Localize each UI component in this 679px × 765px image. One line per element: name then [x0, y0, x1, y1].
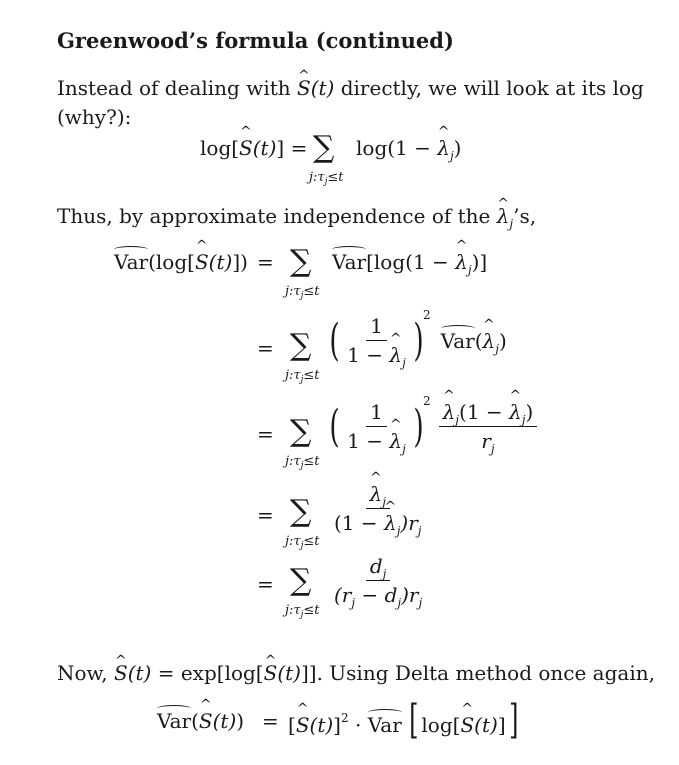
frac-4-den: (1 − ^ $\lambda_j)r_j$ [330, 509, 426, 535]
now-text-a: Now, [57, 661, 108, 685]
final-rhs-close: ] [333, 712, 341, 737]
frac-3a-num: 1 [366, 400, 387, 427]
final-sq: 2 [340, 710, 349, 725]
eq1-rhs-close: ) [453, 136, 462, 160]
deriv-lhs-t: (t) [208, 250, 233, 274]
deriv-lhs [114, 250, 248, 274]
final-lhs-close: ) [236, 709, 245, 733]
thus-text-a: Thus, by approximate independence of the [57, 204, 491, 228]
eq1-lambda-sub: j [449, 149, 454, 163]
var-hat-word-1: Var [332, 250, 367, 274]
equation-log-s [200, 136, 307, 160]
frac-2-num: 1 [366, 314, 387, 341]
eq1-rhs-text: log(1 − [356, 136, 438, 160]
eq-sign-3: = [257, 422, 274, 446]
final-lhs [157, 709, 244, 733]
now-s-hat: ^ S [114, 659, 128, 688]
intro-text-b: directly, we will look at its log [340, 76, 644, 100]
eq-sign-4: = [257, 503, 274, 527]
thus-lambda-sub: j [509, 217, 514, 231]
t-arg: (t) [310, 76, 335, 100]
final-eq-sign: = [262, 709, 279, 733]
var-hat-word: Var [114, 250, 149, 274]
final-log-expr: log[^ S(t)] [421, 704, 505, 737]
intro-line-1 [57, 74, 644, 103]
deriv-line3-rhs [326, 393, 537, 456]
final-s-hat: ^ S [199, 709, 213, 733]
page-title: Greenwood’s formula (continued) [57, 28, 454, 53]
frac-3a-den: 1 − ^ $\lambda_j$ [343, 427, 410, 453]
eq-sign-5: = [257, 572, 274, 596]
final-dot: · [348, 712, 368, 737]
now-t: (t) [127, 661, 152, 685]
final-lhs-open: ( [191, 709, 199, 733]
sum-index-1: $j:\tau_j\le t$ [285, 284, 320, 301]
s-hat-symbol: ^ S [297, 74, 311, 103]
sum-index-3: $j:\tau_j\le t$ [285, 454, 320, 471]
deriv-line4-rhs [330, 482, 426, 538]
eq1-s-hat: ^ S [239, 136, 253, 160]
sum-sign-5: ∑ [290, 563, 312, 598]
frac-5-num: $d_j$ [366, 554, 391, 581]
sum-sign-2: ∑ [290, 328, 312, 363]
line1-pre: [log(1 − [366, 250, 456, 274]
line1-lambda: ^ λ [455, 250, 468, 274]
frac-4 [330, 482, 426, 538]
frac-5-den: $(r_j - d_j)r_j$ [334, 583, 423, 610]
final-rhs-open: [ [288, 712, 296, 737]
eq1-lhs-pre: log[ [200, 136, 240, 160]
deriv-line5-rhs [330, 554, 426, 610]
frac-2-den: 1 − ^ $\lambda_j$ [343, 341, 410, 367]
final-rhs [288, 697, 521, 743]
intro-text-a: Instead of dealing with [57, 76, 291, 100]
frac-3b [439, 400, 538, 456]
final-big-rbracket: ] [508, 697, 519, 743]
rparen-2: ) [413, 314, 424, 366]
eq1-lhs-post: ] = [276, 136, 308, 160]
eq-sign-2: = [257, 336, 274, 360]
line1-post: )] [471, 250, 488, 274]
sum-index-4: $j:\tau_j\le t$ [285, 534, 320, 551]
intro-line-2: (why?): [57, 105, 132, 129]
frac-5 [330, 554, 426, 610]
sum-sign-1: ∑ [290, 244, 312, 279]
frac-2 [343, 314, 410, 370]
now-s-hat-2: ^ S [264, 659, 278, 688]
deriv-lhs-post: ]) [232, 250, 248, 274]
frac-3b-num: ^ $\lambda_j(1$ − ^ $\lambda_j$) [439, 400, 538, 427]
eq1-t: (t) [252, 136, 277, 160]
thus-text-b: ’s, [513, 204, 537, 228]
var-lambda-2: Var(^ $\lambda_j$) [441, 329, 507, 353]
final-rhs-t: (t) [309, 712, 334, 737]
deriv-lhs-s: ^ S [195, 250, 209, 274]
lparen-3: ( [329, 400, 340, 452]
line1-lambda-sub: j [467, 263, 472, 277]
exp-2: 2 [422, 307, 431, 322]
exp-3: 2 [422, 393, 431, 408]
now-line [57, 659, 655, 688]
now-t-2: (t) [277, 661, 301, 685]
now-text-c: ]]. Using Delta method once again, [300, 661, 655, 685]
eq-sign-1: = [257, 250, 274, 274]
lparen-2: ( [329, 314, 340, 366]
final-big-lbracket: [ [408, 697, 419, 743]
now-text-b: = exp[log[ [157, 661, 264, 685]
sum-index-2: $j:\tau_j\le t$ [285, 368, 320, 385]
eq1-sum-index: $j:\tau_j\le t$ [309, 170, 344, 187]
sum-sign-3: ∑ [290, 414, 312, 449]
final-var-word-2: Var [367, 712, 402, 737]
thus-line [57, 202, 536, 234]
rparen-3: ) [413, 400, 424, 452]
frac-3b-den: $r_j$ [481, 429, 495, 456]
deriv-lhs-pre: (log[ [148, 250, 195, 274]
final-t: (t) [212, 709, 237, 733]
eq1-rhs [356, 136, 462, 163]
final-var-word: Var [157, 709, 192, 733]
eq1-sum-sign: ∑ [313, 130, 335, 165]
sum-sign-4: ∑ [290, 494, 312, 529]
final-rhs-s: ^ S [296, 713, 310, 737]
deriv-line2-rhs [326, 307, 507, 370]
frac-4-num: ^ $\lambda_j$ [366, 482, 390, 509]
eq1-lambda: ^ λ [437, 136, 450, 160]
frac-3a [343, 400, 410, 456]
sum-index-5: $j:\tau_j\le t$ [285, 603, 320, 620]
thus-lambda: ^ λ [497, 202, 510, 231]
deriv-line1-rhs [332, 250, 488, 277]
